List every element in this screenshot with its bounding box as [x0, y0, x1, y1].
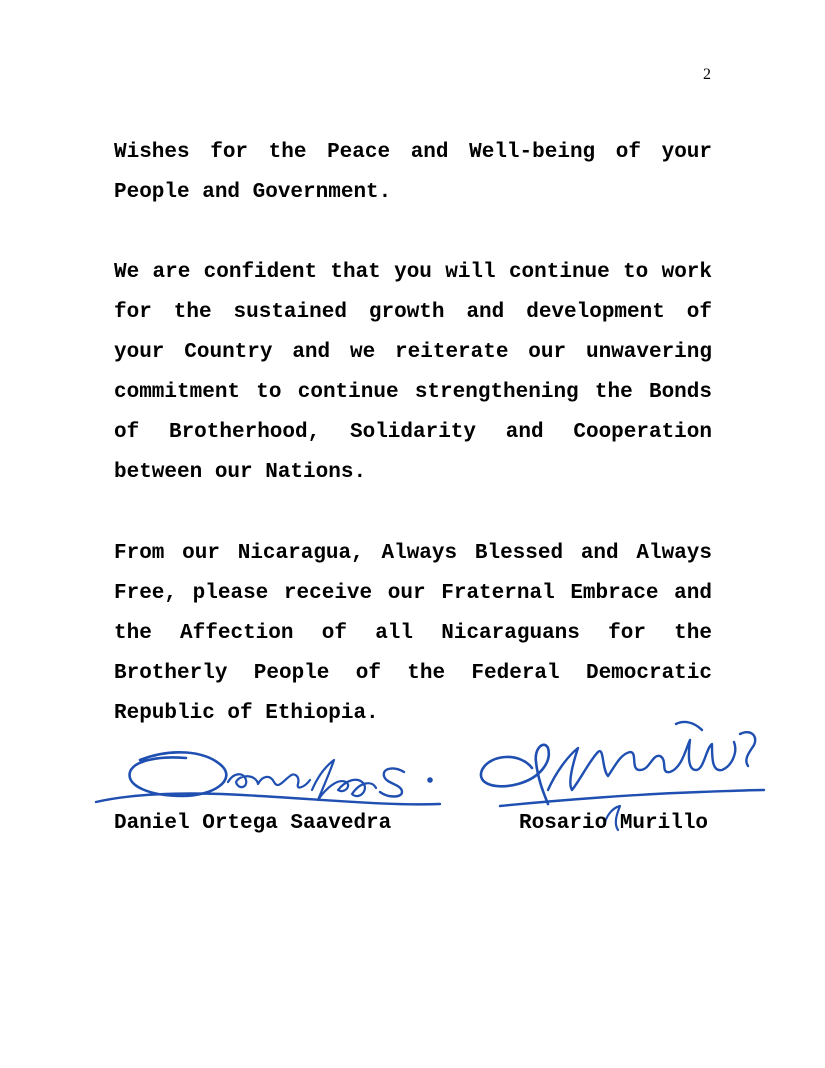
signature-daniel-ortega — [96, 752, 440, 804]
letter-paragraph-1 — [114, 133, 712, 213]
paragraph-text: We are confident that you will continue to work for the sustained growth and development of your Country and we reiterate our unwavering commitment to continue strengthening the Bonds of Brotherhood, Solidarity and Cooperation between our Nations. — [114, 261, 712, 484]
paragraph-text: From our Nicaragua, Always Blessed and Always Free, please receive our Fraternal Embrace and the Affection of all Nicaraguans for the Brotherly People of the Federal Democratic Republic of Ethiopia. — [114, 542, 712, 725]
signer-name-rosario-murillo: Rosario Murillo — [519, 812, 709, 835]
page-number: 2 — [703, 66, 711, 83]
signer-name-daniel-ortega: Daniel Ortega Saavedra — [114, 812, 392, 835]
paragraph-text: Wishes for the Peace and Well-being of your People and Government. — [114, 141, 712, 204]
letter-paragraph-2 — [114, 253, 712, 493]
letter-paragraph-3 — [114, 534, 712, 734]
